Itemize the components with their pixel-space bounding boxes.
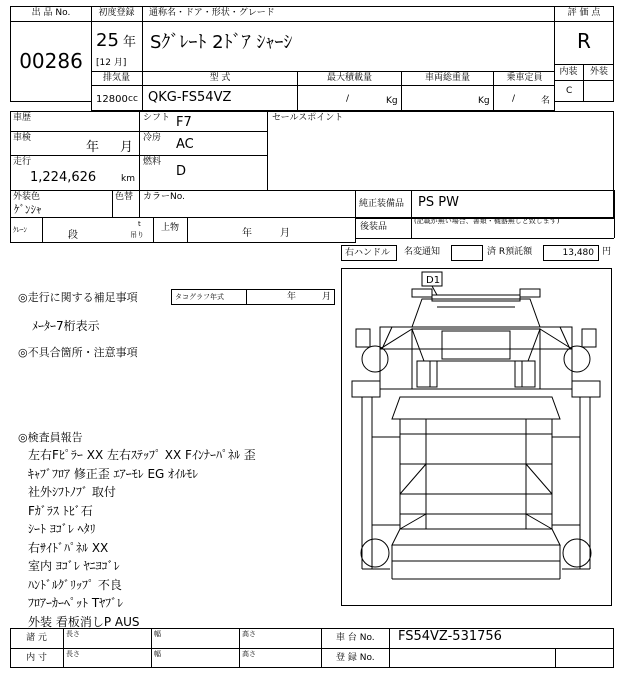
- truck-chassis-diagram: [342, 269, 611, 605]
- overall-grade: R: [577, 29, 591, 53]
- divider: [153, 217, 154, 243]
- width-label: 幅: [152, 628, 240, 648]
- tacho-month: 月: [322, 292, 332, 302]
- report-line: ｼｰﾄ ﾖｺﾞﾚ ﾍﾀﾘ: [28, 522, 96, 536]
- inner-height-label: 高さ: [240, 648, 322, 668]
- length-label: 長さ: [64, 628, 152, 648]
- equipment-label: 純正装備品: [356, 190, 412, 218]
- aftermarket-note: (記載が無い場合、書類・機器無しと致します): [414, 217, 560, 225]
- report-line: 右ｻｲﾄﾞﾊﾟﾈﾙ XX: [28, 540, 109, 555]
- inspector-report: [28, 446, 338, 631]
- shift-label: シフト: [143, 113, 171, 123]
- inner-width-label: 幅: [152, 648, 240, 668]
- name-label: 通称名・ドア・形状・グレード: [143, 6, 555, 22]
- divider: [140, 155, 268, 156]
- displacement-unit: cc: [128, 94, 138, 104]
- inspector-label: ◎検査員報告: [18, 431, 83, 444]
- lot-number: 00286: [19, 49, 83, 73]
- vehicle-diagram: [341, 268, 612, 606]
- inner-length-label: 長さ: [64, 648, 152, 668]
- inner-dims-label: 内 寸: [10, 648, 64, 668]
- supplement-text: ﾒｰﾀｰ7桁表示: [32, 319, 100, 333]
- equipment-value: PS PW: [418, 195, 459, 210]
- sales-point-label: セールスポイント: [272, 113, 344, 123]
- inspection-label: 車検: [13, 133, 32, 143]
- capacity-label: 乗車定員: [494, 71, 555, 86]
- reg-year-unit: 年: [123, 35, 137, 50]
- report-line: Fｶﾞﾗｽ ﾄﾋﾞ石: [28, 503, 93, 518]
- shift-value: F7: [176, 115, 192, 130]
- inspection-month: 月: [120, 140, 134, 155]
- model-name: Sｸﾞﾚｰﾄ 2ﾄﾞｱ ｼｬｰｼ: [150, 32, 293, 53]
- height-label: 高さ: [240, 628, 322, 648]
- fuel-label: 燃料: [143, 157, 162, 167]
- dims-label: 諸 元: [10, 628, 64, 648]
- change-notice-box: [451, 245, 483, 261]
- crane-label: ｸﾚｰﾝ: [10, 217, 43, 243]
- type-label: 型 式: [143, 71, 298, 86]
- mileage-label: 走行: [13, 157, 32, 167]
- payload-unit: Kg: [386, 96, 398, 106]
- report-line: 社外ｼﾌﾄﾉﾌﾞ 取付: [28, 485, 116, 499]
- exterior-label: 外装: [584, 64, 614, 80]
- reg-no-label: 登 録 No.: [322, 648, 390, 668]
- divider: [555, 648, 556, 668]
- divider: [10, 155, 140, 156]
- chassis-number: FS54VZ-531756: [398, 629, 502, 644]
- drive-side: 右ハンドル: [341, 245, 397, 261]
- report-line: 左右Fﾋﾟﾗｰ XX 左右ｽﾃｯﾌﾟ XX Fｲﾝﾅｰﾊﾟﾈﾙ 歪: [28, 448, 256, 462]
- grade-label: 評 価 点: [554, 6, 614, 22]
- report-line: 外装 看板消しP AUS: [28, 614, 140, 629]
- aftermarket-label: 後装品: [356, 218, 412, 238]
- recycle-unit: 円: [602, 247, 612, 257]
- lot-label: 出 品 No.: [10, 6, 92, 22]
- gross-weight-label: 車両総重量: [402, 71, 494, 86]
- supplement-label: ◎走行に関する補足事項: [18, 291, 138, 304]
- displacement: 12800: [96, 94, 128, 105]
- fuel-value: D: [176, 164, 187, 179]
- body-mount-year: 年: [242, 228, 252, 239]
- diagram-marker: D1: [426, 275, 441, 286]
- crane-stage: 段: [68, 230, 78, 241]
- capacity-slash: /: [512, 94, 516, 104]
- crane-row-box: [10, 217, 356, 243]
- color-value: ｹﾞﾝｼｬ: [14, 203, 42, 216]
- exterior-grade: [584, 80, 614, 102]
- interior-grade: C: [554, 80, 584, 102]
- payload-label: 最大積載量: [298, 71, 402, 86]
- mileage-unit: km: [121, 174, 135, 184]
- report-line: 室内 ﾖｺﾞﾚ ﾔﾆﾖｺﾞﾚ: [28, 559, 120, 573]
- gross-unit: Kg: [478, 96, 490, 106]
- change-notice-label: 名変通知: [404, 247, 441, 257]
- chassis-label: 車 台 No.: [322, 628, 390, 648]
- defects-label: ◎不具合箇所・注意事項: [18, 346, 138, 359]
- model-code: QKG-FS54VZ: [148, 90, 232, 105]
- ac-label: 冷房: [143, 133, 162, 143]
- divider: [140, 131, 268, 132]
- body-mount-label: 上物: [161, 223, 180, 233]
- capacity-unit: 名: [541, 96, 551, 106]
- reg-month: [12 月]: [96, 58, 127, 68]
- divider: [10, 131, 140, 132]
- tacho-year: 年: [287, 292, 297, 302]
- mileage: 1,224,626: [30, 170, 97, 185]
- reg-label: 初度登録: [91, 6, 143, 22]
- body-mount-month: 月: [280, 228, 290, 239]
- crane-load: 吊り: [130, 231, 144, 239]
- color-no-label: 色替: [115, 192, 134, 202]
- report-line: ｷｬﾌﾞﾌﾛｱ 修正歪 ｴｱｰﾓﾚ EG ｵｲﾙﾓﾚ: [28, 466, 199, 481]
- displacement-label: 排気量: [91, 71, 143, 86]
- tacho-label: タコグラフ年式: [171, 289, 247, 305]
- ac-value: AC: [176, 137, 194, 152]
- divider: [614, 190, 615, 238]
- interior-label: 内装: [554, 64, 584, 80]
- payload-slash: /: [346, 94, 350, 104]
- recycle-amount: 13,480: [543, 245, 599, 261]
- crane-t: t: [138, 220, 141, 228]
- divider: [356, 238, 614, 239]
- color-label: 外装色: [13, 192, 41, 202]
- history-label: 車歴: [13, 113, 32, 123]
- divider: [187, 217, 188, 243]
- inspection-year: 年: [86, 140, 100, 155]
- color-code-label: カラーNo.: [143, 192, 185, 202]
- report-line: ﾊﾝﾄﾞﾙｸﾞﾘｯﾌﾟ 不良: [28, 577, 122, 592]
- recycle-label: 済 R預託額: [487, 247, 533, 257]
- report-line: ﾌﾛｱｰｶｰﾍﾟｯﾄ Tﾔﾌﾞﾚ: [28, 596, 124, 610]
- reg-year: 25: [96, 30, 119, 51]
